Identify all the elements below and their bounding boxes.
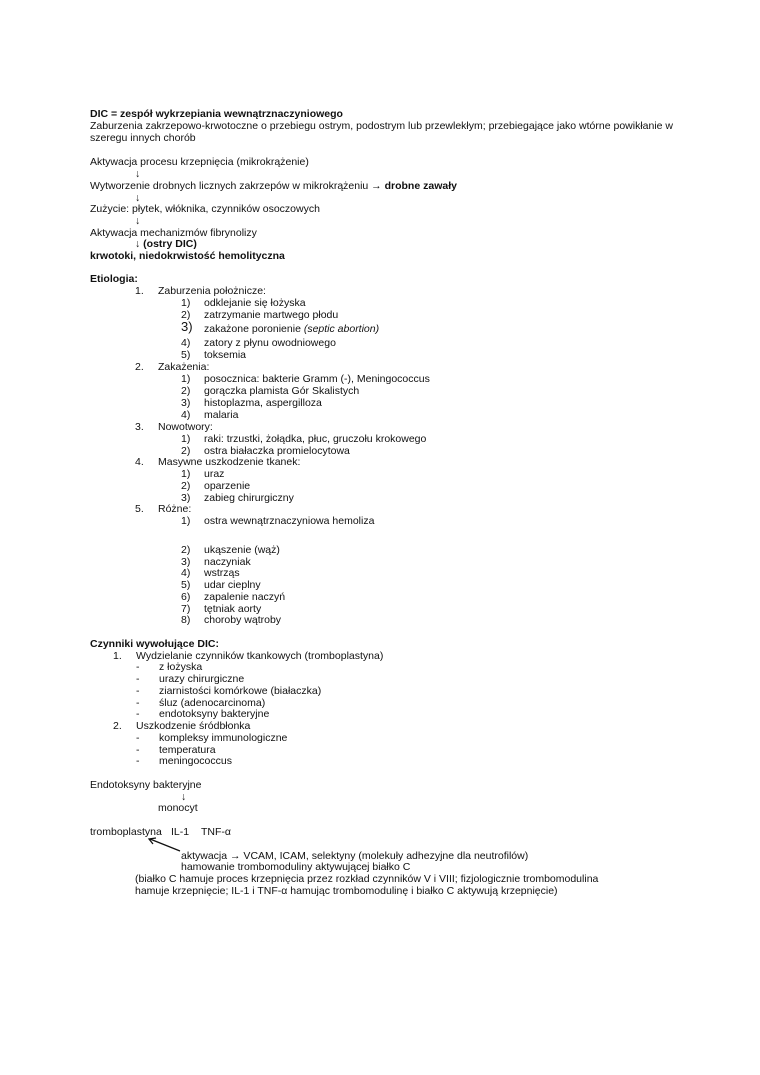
group-number: 3. (135, 421, 144, 433)
list-item: histoplazma, aspergilloza (204, 397, 322, 409)
il1-label: IL-1 (171, 826, 190, 838)
group-number: 2. (113, 720, 122, 732)
flow-arrow-1: ↓ (135, 168, 141, 180)
factors-heading: Czynniki wywołujące DIC: (90, 638, 219, 650)
group-label: Zakażenia: (158, 361, 210, 373)
dash: - (136, 708, 140, 720)
item-number: 2) (181, 445, 191, 457)
flow-arrow-2: ↓ (135, 192, 141, 204)
item-number: 4) (181, 337, 191, 349)
list-item: zatory z płynu owodniowego (204, 337, 336, 349)
item-number: 5) (181, 579, 191, 591)
page-title: DIC = zespół wykrzepiania wewnątrznaczyniowego (90, 108, 343, 120)
group-number: 1. (135, 285, 144, 297)
list-item: kompleksy immunologiczne (159, 732, 288, 744)
list-item: uraz (204, 468, 225, 480)
dash: - (136, 744, 140, 756)
dash: - (136, 685, 140, 697)
item-number: 2) (181, 544, 191, 556)
dash: - (136, 697, 140, 709)
item-number: 5) (181, 349, 191, 361)
item-number: 1) (181, 515, 191, 527)
item-number: 1) (181, 468, 191, 480)
list-item: ukąszenie (wąż) (204, 544, 280, 556)
item-number: 2) (181, 480, 191, 492)
monocyte-label: monocyt (158, 802, 198, 814)
item-number: 3) (181, 319, 193, 334)
item-number: 3) (181, 492, 191, 504)
item-number: 1) (181, 373, 191, 385)
list-item: zakażone poronienie (septic abortion) (204, 323, 380, 335)
item-number: 8) (181, 614, 191, 626)
list-item: zatrzymanie martwego płodu (204, 309, 339, 321)
item-number: 7) (181, 603, 191, 615)
dash: - (136, 755, 140, 767)
list-item: ostra białaczka promielocytowa (204, 445, 350, 457)
item-number: 3) (181, 397, 191, 409)
down-arrow: ↓ (181, 791, 187, 803)
inhibition-line: hamowanie trombomoduliny aktywującej białko C (181, 861, 411, 873)
group-label: Nowotwory: (158, 421, 213, 433)
intro-paragraph: Zaburzenia zakrzepowo-krwotoczne o przebiegu ostrym, podostrym lub przewlekłym; przebiegające jako wtórne powikłanie w szeregu innych chorób (90, 120, 674, 144)
list-item: udar cieplny (204, 579, 261, 591)
flow-step-2: Wytworzenie drobnych licznych zakrzepów w mikrokrążeniu → drobne zawały (90, 180, 457, 192)
flow-arrow-4: ↓ (ostry DIC) (135, 238, 197, 250)
list-item: ostra wewnątrznaczyniowa hemoliza (204, 515, 375, 527)
tnf-label: TNF-α (201, 826, 231, 838)
item-number: 3) (181, 556, 191, 568)
list-item: meningococcus (159, 755, 232, 767)
list-item: urazy chirurgiczne (159, 673, 245, 685)
dash: - (136, 732, 140, 744)
group-label: Uszkodzenie śródbłonka (136, 720, 251, 732)
item-number: 1) (181, 297, 191, 309)
flow-result: krwotoki, niedokrwistość hemolityczna (90, 250, 285, 262)
group-label: Wydzielanie czynników tkankowych (tromboplastyna) (136, 650, 384, 662)
group-label: Masywne uszkodzenie tkanek: (158, 456, 301, 468)
flow-step-4: Aktywacja mechanizmów fibrynolizy (90, 227, 257, 239)
list-item: gorączka plamista Gór Skalistych (204, 385, 360, 397)
list-item: malaria (204, 409, 239, 421)
flow-step-3: Zużycie: płytek, włóknika, czynników osoczowych (90, 203, 320, 215)
list-item: choroby wątroby (204, 614, 282, 626)
list-item: toksemia (204, 349, 247, 361)
endotoxin-label: Endotoksyny bakteryjne (90, 779, 202, 791)
item-number: 1) (181, 433, 191, 445)
group-number: 1. (113, 650, 122, 662)
list-item: oparzenie (204, 480, 251, 492)
group-label: Różne: (158, 503, 192, 515)
flow-step-1: Aktywacja procesu krzepnięcia (mikrokrążenie) (90, 156, 309, 168)
item-number: 2) (181, 385, 191, 397)
activation-line: aktywacja → VCAM, ICAM, selektyny (molekuły adhezyjne dla neutrofilów) (181, 850, 529, 862)
list-item: endotoksyny bakteryjne (159, 708, 270, 720)
item-number: 6) (181, 591, 191, 603)
thromboplastin-label: tromboplastyna (90, 826, 162, 838)
list-item: śluz (adenocarcinoma) (159, 697, 266, 709)
flow-arrow-3: ↓ (135, 215, 141, 227)
item-number: 4) (181, 567, 191, 579)
list-item: odklejanie się łożyska (204, 297, 306, 309)
dash: - (136, 661, 140, 673)
list-item: temperatura (159, 744, 216, 756)
etiology-heading: Etiologia: (90, 273, 138, 285)
list-item: raki: trzustki, żołądka, płuc, gruczołu krokowego (204, 433, 427, 445)
list-item: z łożyska (159, 661, 203, 673)
list-item: wstrząs (204, 567, 240, 579)
list-item: tętniak aorty (204, 603, 262, 615)
item-number: 4) (181, 409, 191, 421)
list-item: zapalenie naczyń (204, 591, 286, 603)
group-number: 4. (135, 456, 144, 468)
dash: - (136, 673, 140, 685)
group-number: 5. (135, 503, 144, 515)
list-item: naczyniak (204, 556, 251, 568)
group-number: 2. (135, 361, 144, 373)
list-item: zabieg chirurgiczny (204, 492, 294, 504)
curved-arrow-icon (144, 836, 184, 854)
item-number: 2) (181, 309, 191, 321)
group-label: Zaburzenia położnicze: (158, 285, 266, 297)
protein-c-note: (białko C hamuje proces krzepnięcia przez rozkład czynników V i VIII; fizjologicznie trombomodulina hamuje krzepnięcie; IL-1 i TNF-α hamując trombomodulinę i białko C aktywują krzepnięcie) (135, 873, 599, 897)
list-item: ziarnistości komórkowe (białaczka) (159, 685, 322, 697)
list-item: posocznica: bakterie Gramm (-), Meningococcus (204, 373, 430, 385)
